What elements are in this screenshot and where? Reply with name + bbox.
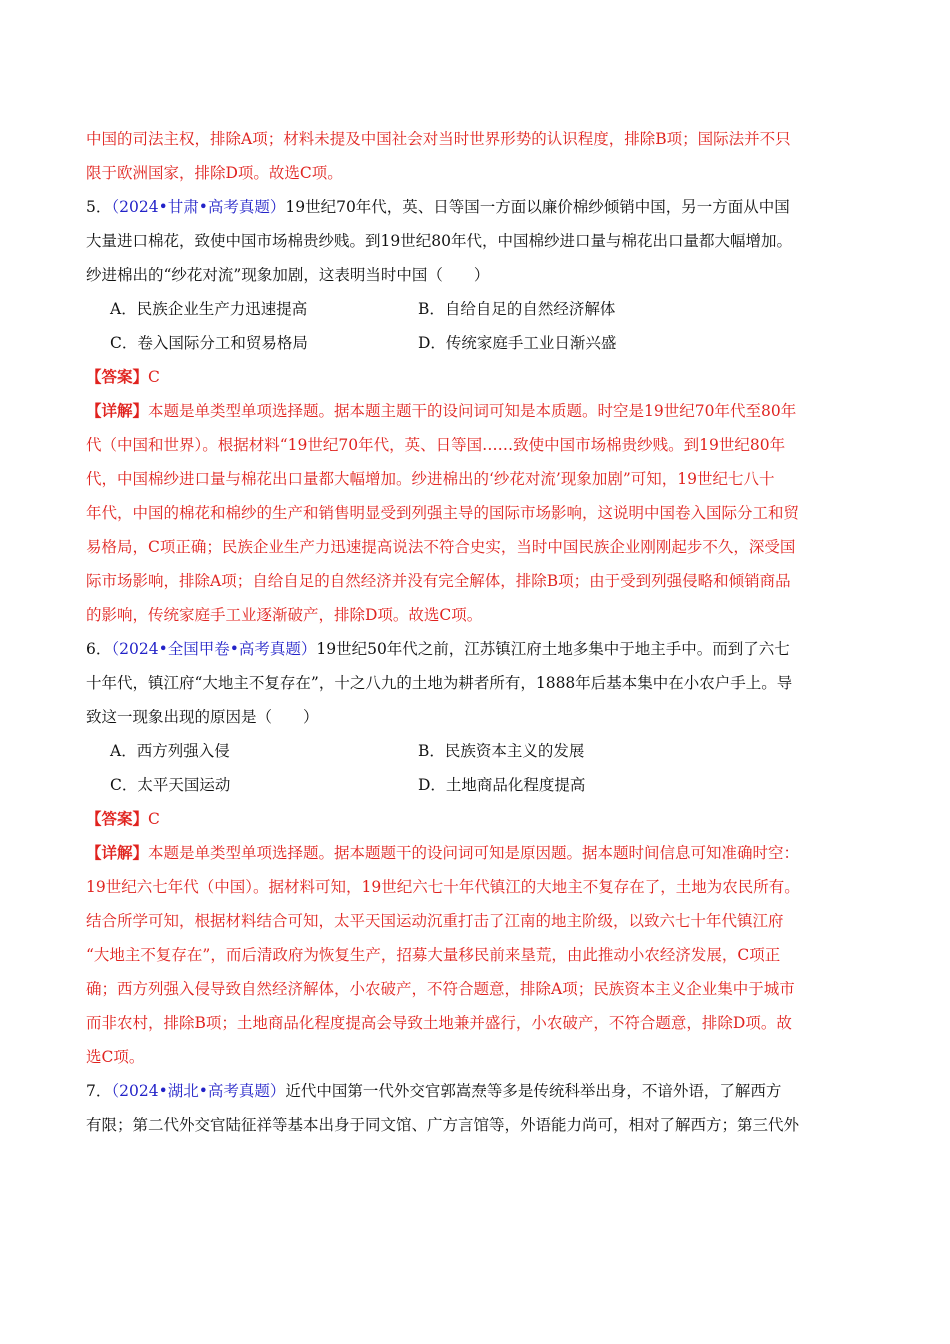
q7-source: （2024•湖北•高考真题）	[111, 1082, 286, 1100]
q6-detail-label: 【详解】	[86, 843, 149, 862]
q5-source: （2024•甘肃•高考真题）	[111, 198, 286, 216]
q5-option-d: D．传统家庭手工业日渐兴盛	[418, 334, 617, 352]
q6-stem-first: 19世纪50年代之前，江苏镇江府土地多集中于地主手中。而到了六七	[316, 640, 790, 658]
q5-detail-line-1	[86, 394, 866, 428]
q5-detail-line-5: 易格局，C项正确；民族企业生产力迅速提高说法不符合史实，当时中国民族企业刚刚起步不久，深受国	[86, 538, 796, 556]
q5-detail-line-7: 的影响，传统家庭手工业逐渐破产，排除D项。故选C项。	[86, 606, 483, 624]
prev-explanation-line-2: 限于欧洲国家，排除D项。故选C项。	[86, 164, 343, 182]
q6-detail-line-7: 选C项。	[86, 1048, 145, 1066]
q5-option-c: C．卷入国际分工和贸易格局	[110, 334, 308, 352]
q6-source: （2024•全国甲卷•高考真题）	[111, 640, 317, 658]
q5-detail-line-6: 际市场影响，排除A项；自给自足的自然经济并没有完全解体，排除B项；由于受到列强侵略和倾销商品	[86, 572, 791, 590]
q5-stem-line-1	[86, 190, 866, 224]
q5-answer	[86, 360, 866, 394]
q5-option-b: B．自给自足的自然经济解体	[418, 300, 616, 318]
q5-detail-line-4: 年代，中国的棉花和棉纱的生产和销售明显受到列强主导的国际市场影响，这说明中国卷入国际分工和贸	[86, 504, 800, 522]
prev-explanation-line-1: 中国的司法主权，排除A项；材料未提及中国社会对当时世界形势的认识程度，排除B项；国际法并不只	[86, 130, 791, 148]
q5-stem-line-2: 大量进口棉花，致使中国市场棉贵纱贱。到19世纪80年代，中国棉纱进口量与棉花出口量都大幅增加。	[86, 232, 792, 250]
q6-option-a: A．西方列强入侵	[110, 742, 230, 760]
q5-detail-first: 本题是单类型单项选择题。据本题主题干的设问词可知是本质题。时空是19世纪70年代至80年	[148, 402, 797, 420]
q7-stem-first: 近代中国第一代外交官郭嵩焘等多是传统科举出身，不谙外语，了解西方	[285, 1082, 782, 1100]
q6-detail-first: 本题是单类型单项选择题。据本题题干的设问词可知是原因题。据本题时间信息可知准确时空：	[148, 844, 800, 862]
q7-number: 7．	[86, 1082, 112, 1100]
q6-detail-line-3: 结合所学可知，根据材料结合可知，太平天国运动沉重打击了江南的地主阶级，以致六七十年代镇江府	[86, 912, 784, 930]
q5-stem-line-3: 纱进棉出的“纱花对流”现象加剧，这表明当时中国（ ）	[86, 266, 490, 284]
q5-detail-line-2: 代（中国和世界）。根据材料“19世纪70年代，英、日等国……致使中国市场棉贵纱贱。到19世纪80年	[86, 436, 786, 454]
q5-option-a: A．民族企业生产力迅速提高	[110, 300, 308, 318]
q6-stem-line-3: 致这一现象出现的原因是（ ）	[86, 708, 319, 726]
q6-stem-line-1	[86, 632, 866, 666]
q5-stem-first: 19世纪70年代，英、日等国一方面以廉价棉纱倾销中国，另一方面从中国	[285, 198, 790, 216]
q5-answer-value: C	[148, 368, 160, 386]
q6-detail-line-5: 确；西方列强入侵导致自然经济解体，小农破产，不符合题意，排除A项；民族资本主义企业集中于城市	[86, 980, 795, 998]
q6-detail-line-4: “大地主不复存在”，而后清政府为恢复生产，招募大量移民前来垦荒，由此推动小农经济发展，C项正	[86, 946, 781, 964]
q5-number: 5．	[86, 198, 112, 216]
q6-option-d: D．土地商品化程度提高	[418, 776, 586, 794]
q6-option-c: C．太平天国运动	[110, 776, 231, 794]
q6-detail-line-2: 19世纪六七年代（中国）。据材料可知，19世纪六七十年代镇江的大地主不复存在了，土地为农民所有。	[86, 878, 800, 896]
q5-detail-label: 【详解】	[86, 401, 149, 420]
q6-detail-line-1	[86, 836, 866, 870]
q6-detail-line-6: 而非农村，排除B项；土地商品化程度提高会导致土地兼并盛行，小农破产，不符合题意，排除D项。故	[86, 1014, 792, 1032]
q6-answer-value: C	[148, 810, 160, 828]
q6-options-row-1	[86, 734, 866, 768]
q5-options-row-2	[86, 326, 866, 360]
q6-number: 6．	[86, 640, 112, 658]
q6-option-b: B．民族资本主义的发展	[418, 742, 585, 760]
q6-stem-line-2: 十年代，镇江府“大地主不复存在”，十之八九的土地为耕者所有，1888年后基本集中在小农户手上。导	[86, 674, 793, 692]
q5-options-row-1	[86, 292, 866, 326]
q6-answer	[86, 802, 866, 836]
q6-options-row-2	[86, 768, 866, 802]
document-page	[86, 122, 866, 1142]
q6-answer-label: 【答案】	[86, 809, 149, 828]
q7-stem-line-1	[86, 1074, 866, 1108]
q7-stem-line-2: 有限；第二代外交官陆征祥等基本出身于同文馆、广方言馆等，外语能力尚可，相对了解西方；第三代外	[86, 1116, 800, 1134]
q5-answer-label: 【答案】	[86, 367, 149, 386]
q5-detail-line-3: 代，中国棉纱进口量与棉花出口量都大幅增加。纱进棉出的‘纱花对流’现象加剧”可知，19世纪七八十	[86, 470, 775, 488]
